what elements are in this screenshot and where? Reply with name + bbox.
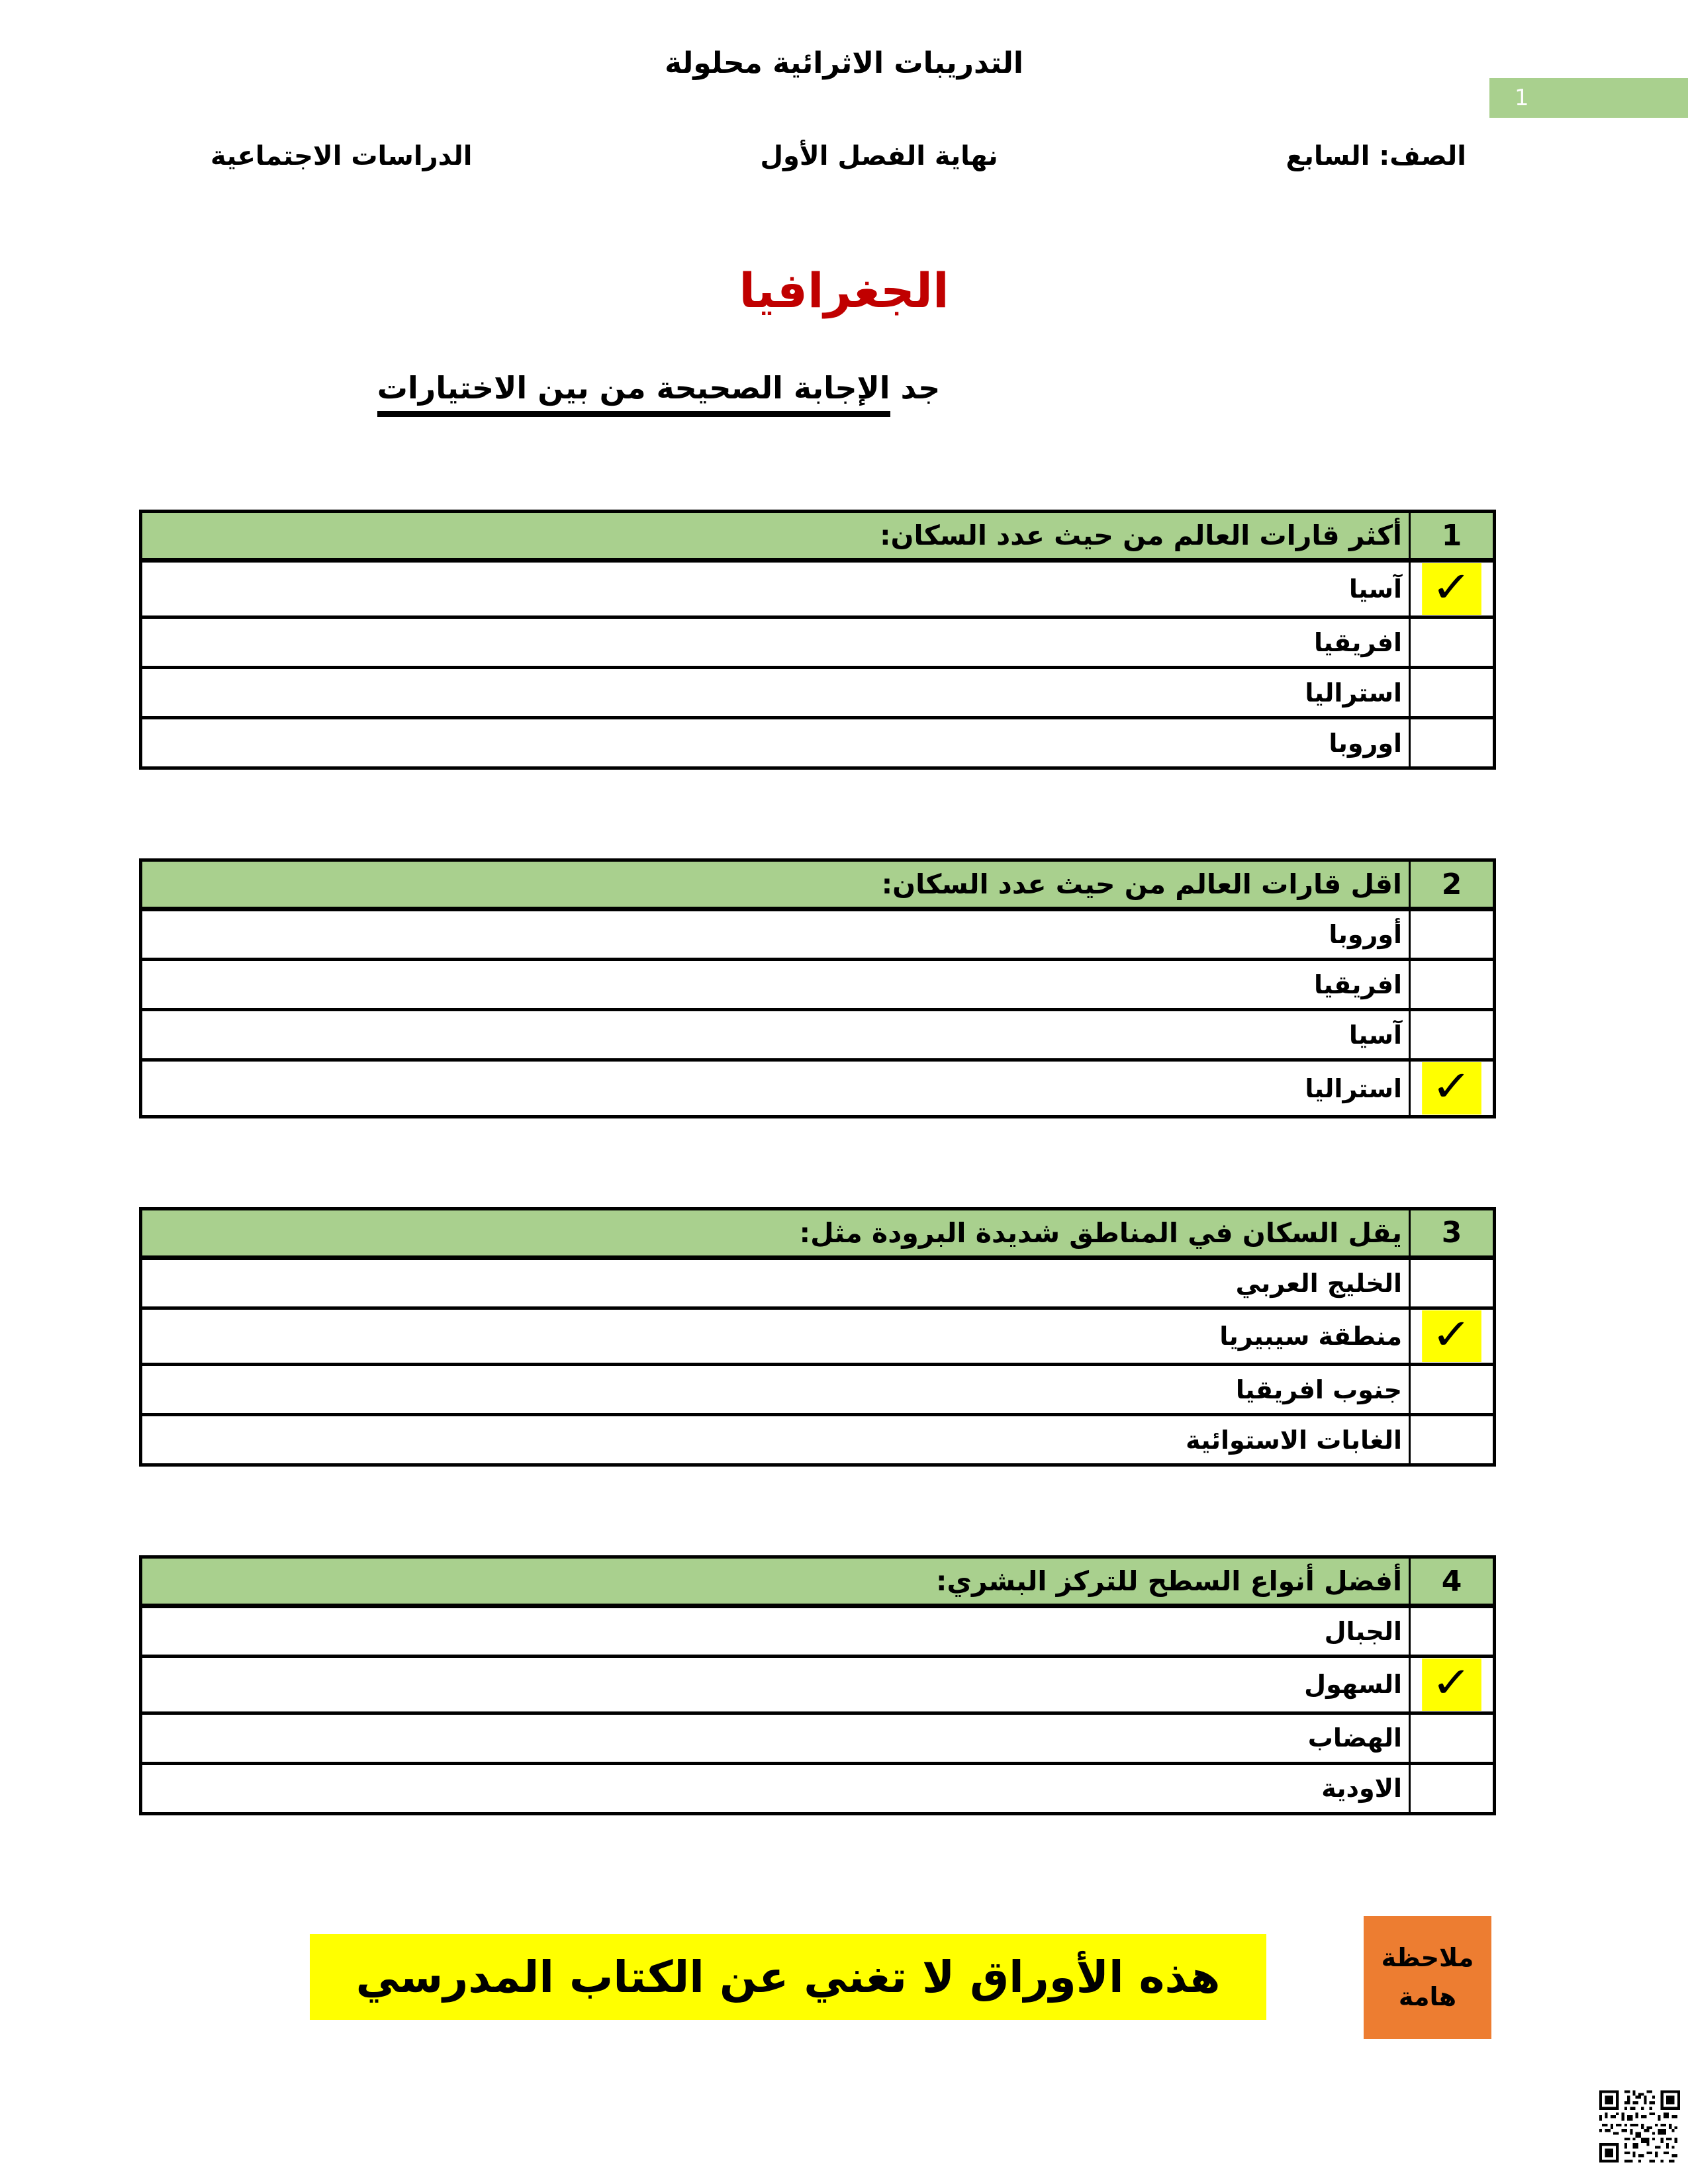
option-label: السهول	[141, 1657, 1410, 1713]
option-label: الهضاب	[141, 1713, 1410, 1763]
answer-check-cell	[1410, 909, 1495, 960]
subject-label: الدراسات الاجتماعية	[211, 141, 473, 171]
instruction	[0, 370, 1503, 417]
question-text: اقل قارات العالم من حيث عدد السكان:	[141, 860, 1410, 909]
option-row	[141, 1415, 1495, 1465]
document-header	[0, 141, 1688, 171]
question-header-row	[141, 1208, 1495, 1257]
option-row	[141, 1713, 1495, 1763]
question-table	[139, 1207, 1496, 1467]
option-label: استراليا	[141, 668, 1410, 718]
option-row	[141, 1010, 1495, 1060]
question-table	[139, 510, 1496, 770]
answer-check-cell	[1410, 1365, 1495, 1415]
term-label: نهاية الفصل الأول	[760, 141, 998, 171]
note-box-line1: ملاحظة	[1381, 1943, 1474, 1973]
page-number-badge	[1489, 78, 1688, 118]
checkmark-icon: ✓	[1422, 1310, 1481, 1362]
option-label: أوروبا	[141, 909, 1410, 960]
answer-check-cell	[1410, 1606, 1495, 1657]
page-title: التدريبات الاثرائية محلولة	[665, 46, 1023, 80]
grade-label: الصف: السابع	[1286, 141, 1466, 171]
option-label: اوروبا	[141, 718, 1410, 768]
instruction-underlined: الإجابة الصحيحة من بين الاختيارات	[377, 370, 890, 417]
important-note-box	[1364, 1916, 1491, 2039]
section-title: الجغرافيا	[739, 263, 949, 318]
answer-check-cell	[1410, 1257, 1495, 1308]
answer-check-cell	[1410, 1415, 1495, 1465]
instruction-prefix: جد	[890, 370, 941, 406]
page-number: 1	[1515, 85, 1529, 111]
option-row	[141, 1257, 1495, 1308]
question-text: أكثر قارات العالم من حيث عدد السكان:	[141, 512, 1410, 561]
answer-check-cell	[1410, 960, 1495, 1010]
option-label: افريقيا	[141, 960, 1410, 1010]
answer-check-cell	[1410, 1060, 1495, 1116]
option-label: الغابات الاستوائية	[141, 1415, 1410, 1465]
question-header-row	[141, 1557, 1495, 1606]
answer-check-cell	[1410, 1713, 1495, 1763]
question-number: 4	[1410, 1557, 1495, 1606]
answer-check-cell	[1410, 718, 1495, 768]
note-box-line2: هامة	[1398, 1982, 1457, 2011]
answer-check-cell	[1410, 1657, 1495, 1713]
question-table	[139, 858, 1496, 1118]
option-row	[141, 718, 1495, 768]
option-label: الاودية	[141, 1763, 1410, 1813]
option-label: جنوب افريقيا	[141, 1365, 1410, 1415]
question-header-row	[141, 860, 1495, 909]
checkmark-icon: ✓	[1422, 1659, 1481, 1710]
option-label: افريقيا	[141, 617, 1410, 668]
qr-code	[1599, 2090, 1680, 2163]
option-label: استراليا	[141, 1060, 1410, 1116]
option-row	[141, 1308, 1495, 1364]
question-number: 3	[1410, 1208, 1495, 1257]
option-label: منطقة سيبيريا	[141, 1308, 1410, 1364]
answer-check-cell	[1410, 668, 1495, 718]
answer-check-cell	[1410, 617, 1495, 668]
option-row	[141, 617, 1495, 668]
questions-area	[0, 510, 1688, 1815]
option-row	[141, 909, 1495, 960]
option-row	[141, 960, 1495, 1010]
question-header-row	[141, 512, 1495, 561]
option-row	[141, 1606, 1495, 1657]
answer-check-cell	[1410, 1010, 1495, 1060]
question-number: 2	[1410, 860, 1495, 909]
question-table	[139, 1555, 1496, 1815]
answer-check-cell	[1410, 561, 1495, 617]
answer-check-cell	[1410, 1763, 1495, 1813]
checkmark-icon: ✓	[1422, 1062, 1481, 1114]
option-row	[141, 1657, 1495, 1713]
option-row	[141, 1060, 1495, 1116]
answer-check-cell	[1410, 1308, 1495, 1364]
option-label: آسيا	[141, 1010, 1410, 1060]
option-label: الخليج العربي	[141, 1257, 1410, 1308]
option-row	[141, 1763, 1495, 1813]
question-text: يقل السكان في المناطق شديدة البرودة مثل:	[141, 1208, 1410, 1257]
question-text: أفضل أنواع السطح للتركز البشري:	[141, 1557, 1410, 1606]
option-row	[141, 668, 1495, 718]
option-label: آسيا	[141, 561, 1410, 617]
question-number: 1	[1410, 512, 1495, 561]
option-row	[141, 561, 1495, 617]
option-row	[141, 1365, 1495, 1415]
option-label: الجبال	[141, 1606, 1410, 1657]
warning-banner: هذه الأوراق لا تغني عن الكتاب المدرسي	[310, 1934, 1266, 2020]
checkmark-icon: ✓	[1422, 563, 1481, 615]
